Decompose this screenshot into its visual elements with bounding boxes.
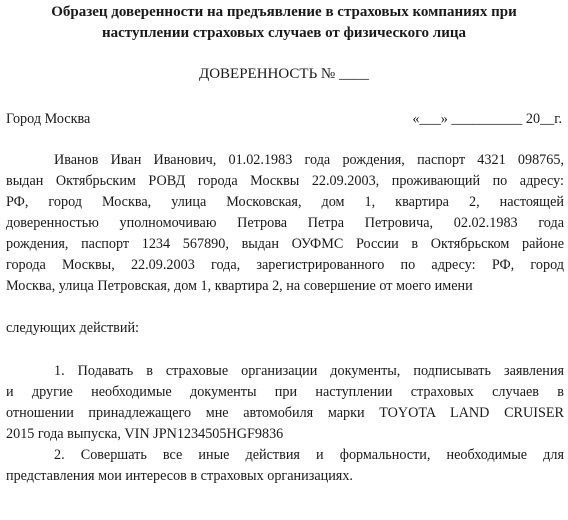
city-label: Город Москва bbox=[6, 111, 91, 127]
action-line: отношении принадлежащего мне автомобиля марки TOYOTA LAND CRUISER bbox=[6, 405, 564, 421]
date-field: «___» __________ 20__г. bbox=[412, 111, 562, 127]
paragraph-line: города Москвы, 22.09.2003 года, зарегистрированного по адресу: РФ, город bbox=[6, 257, 564, 273]
document-heading: ДОВЕРЕННОСТЬ № ____ bbox=[198, 66, 369, 82]
action-line: 2. Совершать все иные действия и формальности, необходимые для bbox=[54, 447, 564, 463]
action-line: представления мои интересов в страховых организациях. bbox=[6, 468, 353, 484]
title-line-2: наступлении страховых случаев от физического лица bbox=[102, 25, 466, 41]
paragraph-line: РФ, город Москва, улица Московская, дом 1, квартира 2, настоящей bbox=[6, 194, 564, 210]
action-line: 2015 года выпуска, VIN JPN1234505HGF9836 bbox=[6, 426, 284, 442]
action-item-2 bbox=[6, 445, 564, 487]
actions-label: следующих действий: bbox=[6, 320, 139, 336]
document-title bbox=[0, 2, 568, 44]
action-line: и другие необходимые документы при наступлении страховых случаев в bbox=[6, 384, 564, 400]
action-line: 1. Подавать в страховые организации документы, подписывать заявления bbox=[54, 363, 564, 379]
paragraph-line: Москва, улица Петровская, дом 1, квартира 2, на совершение от моего имени bbox=[6, 278, 473, 294]
paragraph-line: доверенностью уполномочиваю Петрова Петра Петровича, 02.02.1983 года bbox=[6, 215, 564, 231]
paragraph-line: выдан Октябрьским РОВД города Москвы 22.09.2003, проживающий по адресу: bbox=[6, 173, 564, 189]
principal-paragraph bbox=[6, 150, 564, 297]
paragraph-line: рождения, паспорт 1234 567890, выдан ОУФМС России в Октябрьском районе bbox=[6, 236, 564, 252]
action-item-1 bbox=[6, 361, 564, 445]
title-line-1: Образец доверенности на предъявление в страховых компаниях при bbox=[51, 4, 517, 20]
paragraph-line: Иванов Иван Иванович, 01.02.1983 года рождения, паспорт 4321 098765, bbox=[54, 152, 564, 168]
